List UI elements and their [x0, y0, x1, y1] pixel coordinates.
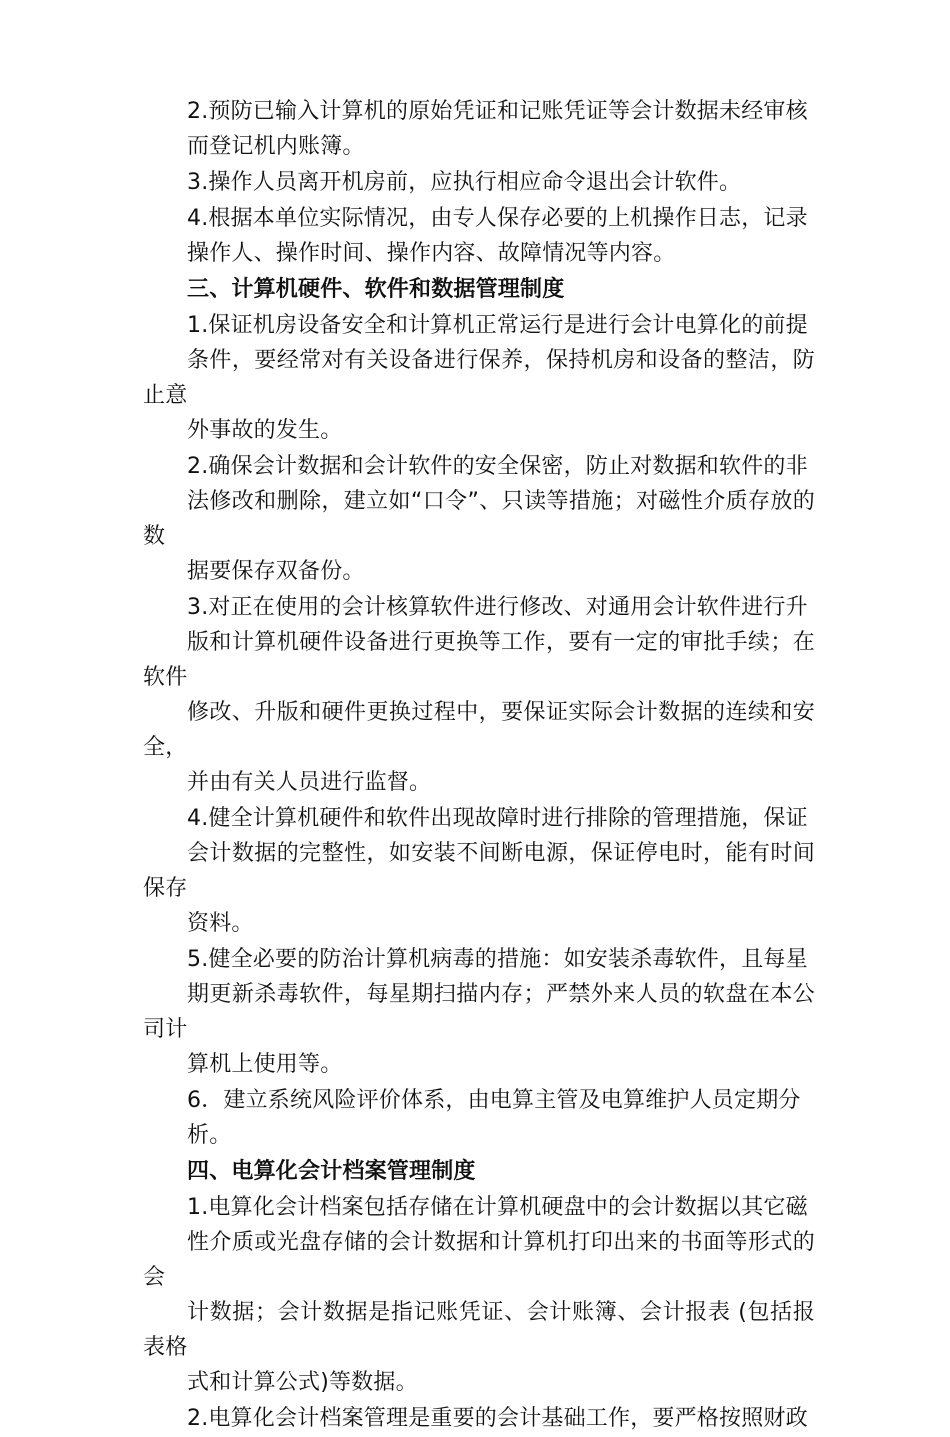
text-line: 2.确保会计数据和会计软件的安全保密，防止对数据和软件的非	[187, 454, 808, 479]
text-line: 外事故的发生。	[187, 418, 343, 443]
paragraph-data-security	[143, 449, 815, 589]
paragraph-virus-prevention	[143, 942, 815, 1082]
paragraph-input-review	[143, 94, 815, 164]
text-line: 版和计算机硬件设备进行更换等工作，要有一定的审批手续；在软件	[143, 630, 815, 690]
text-line: 期更新杀毒软件，每星期扫描内存；严禁外来人员的软盘在本公司计	[143, 982, 815, 1042]
text-line: 会计数据的完整性，如安装不间断电源，保证停电时，能有时间保存	[143, 841, 815, 901]
text-line: 修改、升版和硬件更换过程中，要保证实际会计数据的连续和安全，	[143, 700, 815, 760]
paragraph-operation-log	[143, 201, 815, 271]
paragraph-risk-evaluation	[143, 1083, 815, 1153]
heading-text: 三、计算机硬件、软件和数据管理制度	[187, 277, 565, 302]
text-line: 并由有关人员进行监督。	[187, 770, 432, 795]
paragraph-fault-handling	[143, 801, 815, 941]
heading-text: 四、电算化会计档案管理制度	[187, 1159, 476, 1184]
section-heading-archive-management	[143, 1154, 815, 1189]
text-line: 而登记机内账簿。	[187, 134, 365, 159]
text-line: 操作人、操作时间、操作内容、故障情况等内容。	[187, 241, 676, 266]
text-line: 条件，要经常对有关设备进行保养，保持机房和设备的整洁，防止意	[143, 348, 815, 408]
text-line: 3.对正在使用的会计核算软件进行修改、对通用会计软件进行升	[187, 595, 808, 620]
text-line: 性介质或光盘存储的会计数据和计算机打印出来的书面等形式的会	[143, 1230, 815, 1290]
text-line: 4.根据本单位实际情况，由专人保存必要的上机操作日志，记录	[187, 206, 808, 231]
paragraph-archive-importance	[143, 1401, 815, 1436]
document-page	[143, 94, 815, 1437]
text-line: 1.保证机房设备安全和计算机正常运行是进行会计电算化的前提	[187, 313, 808, 338]
paragraph-exit-software	[143, 165, 815, 200]
text-line: 5.健全必要的防治计算机病毒的措施：如安装杀毒软件，且每星	[187, 947, 808, 972]
text-line: 1.电算化会计档案包括存储在计算机硬盘中的会计数据以其它磁	[187, 1195, 808, 1220]
paragraph-archive-scope	[143, 1190, 815, 1400]
text-line: 计数据；会计数据是指记账凭证、会计账簿、会计报表 (包括报表格	[143, 1300, 815, 1360]
section-heading-hardware-software	[143, 272, 815, 307]
text-line: 析。	[187, 1123, 232, 1148]
text-line: 据要保存双备份。	[187, 559, 365, 584]
text-line: 资料。	[187, 911, 254, 936]
text-line: 4.健全计算机硬件和软件出现故障时进行排除的管理措施，保证	[187, 806, 808, 831]
text-line: 6．建立系统风险评价体系，由电算主管及电算维护人员定期分	[187, 1088, 801, 1113]
text-line: 2.电算化会计档案管理是重要的会计基础工作，要严格按照财政	[187, 1406, 808, 1431]
paragraph-machine-room	[143, 308, 815, 448]
paragraph-software-modification	[143, 590, 815, 800]
text-line: 法修改和删除，建立如“口令”、只读等措施；对磁性介质存放的数	[143, 489, 815, 549]
text-line: 式和计算公式)等数据。	[187, 1370, 418, 1395]
text-line: 3.操作人员离开机房前，应执行相应命令退出会计软件。	[187, 170, 742, 195]
text-line: 2.预防已输入计算机的原始凭证和记账凭证等会计数据未经审核	[187, 99, 808, 124]
text-line: 算机上使用等。	[187, 1052, 343, 1077]
